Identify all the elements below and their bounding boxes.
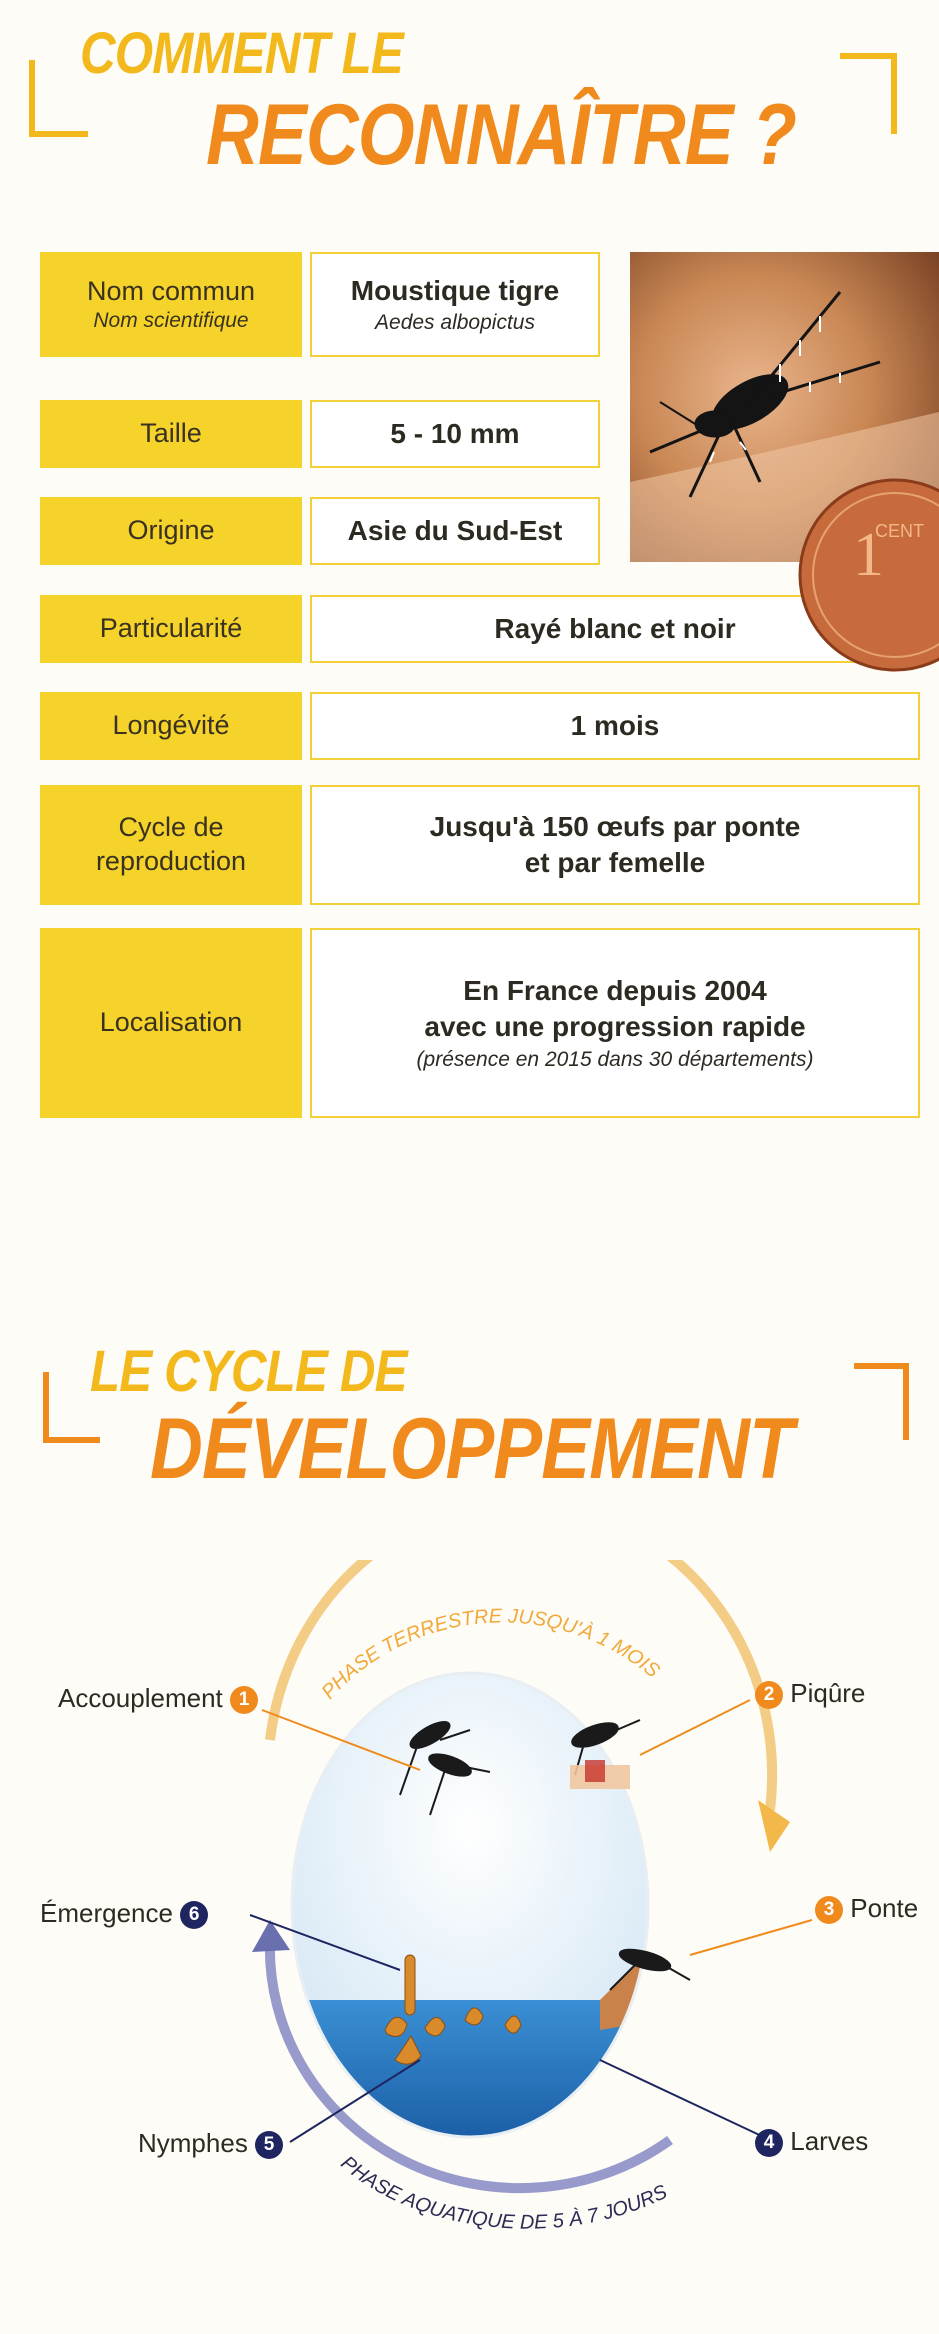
value-taille bbox=[310, 400, 600, 468]
step-3-badge: 3 bbox=[815, 1896, 843, 1924]
section2-title-line2: DÉVELOPPEMENT bbox=[150, 1401, 793, 1497]
step-ponte bbox=[815, 1893, 918, 1924]
section-title-line2: RECONNAÎTRE ? bbox=[206, 87, 796, 183]
value-particularite-text: Rayé blanc et noir bbox=[494, 612, 736, 644]
row-label-taille bbox=[40, 400, 302, 468]
step-emergence bbox=[40, 1898, 208, 1929]
value-moustique-tigre: Moustique tigre bbox=[350, 274, 560, 306]
value-aedes: Aedes albopictus bbox=[375, 311, 535, 335]
step-piqure bbox=[755, 1678, 865, 1709]
row-label-nom bbox=[40, 252, 302, 357]
step-emergence-label: Émergence bbox=[40, 1898, 173, 1928]
value-localisation bbox=[310, 928, 920, 1118]
value-nom bbox=[310, 252, 600, 357]
value-longevite bbox=[310, 692, 920, 760]
section-title-line1: COMMENT LE bbox=[80, 21, 403, 86]
step-2-badge: 2 bbox=[755, 1681, 783, 1709]
step-5-badge: 5 bbox=[255, 2131, 283, 2159]
title-bracket-right bbox=[836, 50, 906, 140]
value-localisation-line1: En France depuis 2004 bbox=[463, 974, 767, 1006]
value-origine-text: Asie du Sud-Est bbox=[347, 514, 563, 546]
label-localisation: Localisation bbox=[99, 1007, 243, 1038]
step-larves bbox=[755, 2126, 868, 2157]
section2-title-line1: LE CYCLE DE bbox=[90, 1339, 407, 1404]
svg-text:CENT: CENT bbox=[875, 521, 924, 541]
label-nom-commun: Nom commun bbox=[86, 275, 256, 306]
step-larves-label: Larves bbox=[790, 2126, 869, 2156]
step-nymphes bbox=[138, 2128, 283, 2159]
step-6-badge: 6 bbox=[180, 1901, 208, 1929]
value-origine bbox=[310, 497, 600, 565]
row-label-cycle bbox=[40, 785, 302, 905]
phase-terrestre-label: PHASE TERRESTRE JUSQU'À 1 MOIS bbox=[317, 1605, 664, 1704]
phase-aquatique-label: PHASE AQUATIQUE DE 5 À 7 JOURS bbox=[336, 2151, 671, 2234]
step-ponte-label: Ponte bbox=[850, 1893, 919, 1923]
row-label-particularite bbox=[40, 595, 302, 663]
label-origine: Origine bbox=[127, 515, 215, 546]
row-label-longevite bbox=[40, 692, 302, 760]
label-taille: Taille bbox=[140, 418, 202, 449]
step-accouplement-label: Accouplement bbox=[58, 1683, 223, 1713]
step-accouplement bbox=[58, 1683, 258, 1714]
euro-cent-coin-icon bbox=[795, 475, 939, 675]
label-nom-scientifique: Nom scientifique bbox=[93, 309, 249, 333]
value-cycle-line2: et par femelle bbox=[524, 847, 706, 878]
step-nymphes-label: Nymphes bbox=[138, 2128, 248, 2158]
value-longevite-text: 1 mois bbox=[570, 709, 660, 741]
value-cycle bbox=[310, 785, 920, 905]
label-cycle-line1: Cycle de bbox=[118, 812, 224, 843]
value-cycle-line1: Jusqu'à 150 œufs par ponte bbox=[429, 810, 801, 842]
value-taille-text: 5 - 10 mm bbox=[390, 417, 520, 449]
value-localisation-line2: avec une progression rapide bbox=[424, 1011, 806, 1043]
row-label-origine bbox=[40, 497, 302, 565]
row-label-localisation bbox=[40, 928, 302, 1118]
step-piqure-label: Piqûre bbox=[790, 1678, 866, 1708]
step-4-badge: 4 bbox=[755, 2129, 783, 2157]
title2-bracket-right bbox=[850, 1360, 920, 1450]
label-cycle-line2: reproduction bbox=[95, 846, 247, 876]
step-1-badge: 1 bbox=[230, 1686, 258, 1714]
label-particularite: Particularité bbox=[99, 613, 243, 644]
value-localisation-note: (présence en 2015 dans 30 départements) bbox=[416, 1047, 814, 1071]
label-longevite: Longévité bbox=[112, 710, 230, 741]
svg-text:1: 1 bbox=[853, 521, 884, 589]
